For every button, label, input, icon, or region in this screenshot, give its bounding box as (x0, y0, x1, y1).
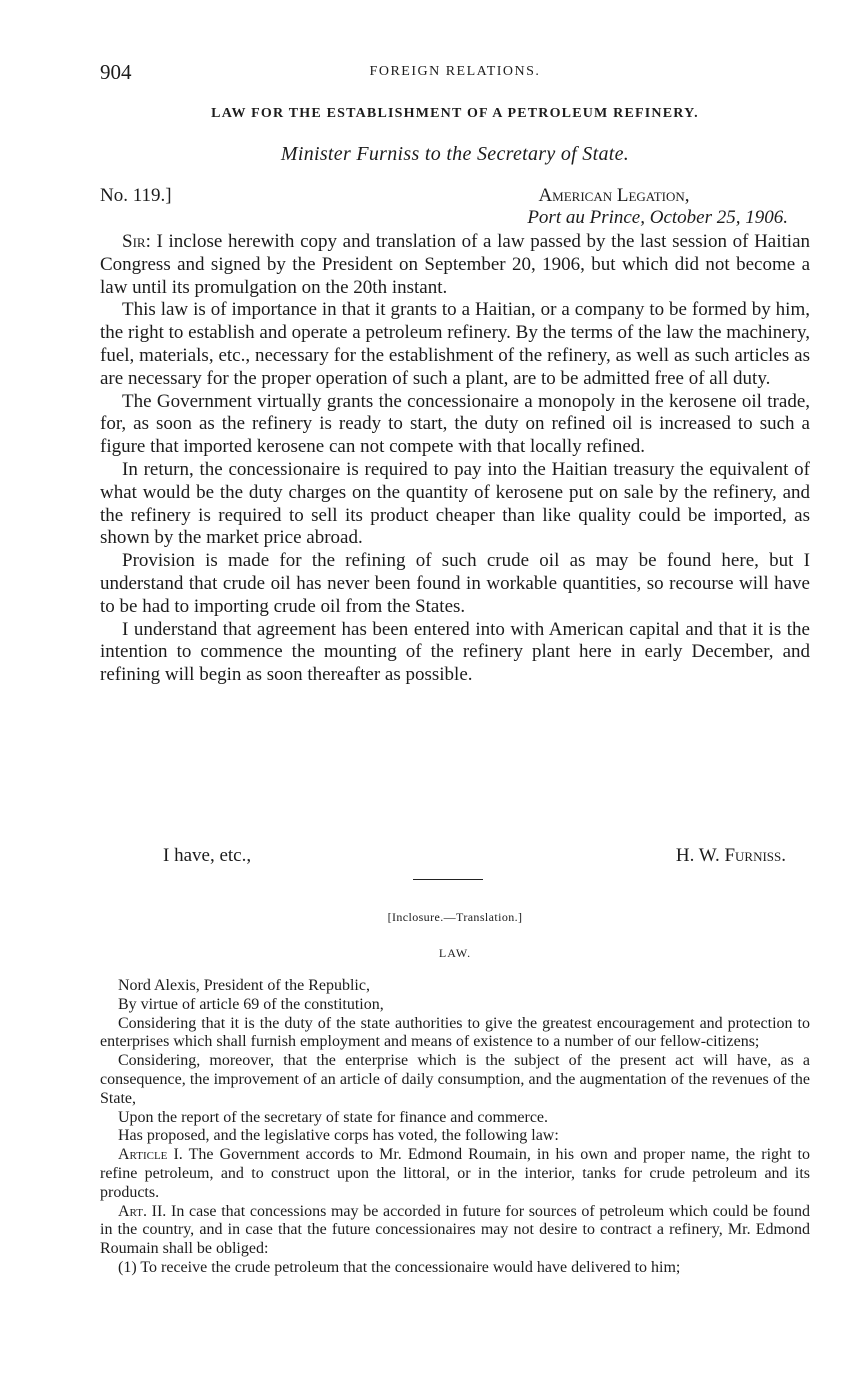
article-text: The Government accords to Mr. Edmond Roumain, in his own and proper name, the right to refine petroleum, and to construct upon the littoral, or in the interior, tanks for crude petroleum and its products. (100, 1146, 810, 1201)
law-paragraph: Has proposed, and the legislative corps has voted, the following law: (118, 1127, 559, 1145)
law-paragraph: By virtue of article 69 of the constitution, (118, 995, 384, 1013)
salutation: Sir: (122, 231, 151, 252)
law-article-2 (100, 1203, 810, 1259)
page-number: 904 (100, 60, 132, 84)
law-article-1 (100, 1146, 810, 1202)
law-paragraph: Nord Alexis, President of the Republic, (118, 977, 370, 994)
place-date: Port au Prince, October 25, 1906. (527, 207, 788, 228)
letter-paragraph (100, 231, 810, 299)
law-paragraph: Considering, moreover, that the enterprise which is the subject of the present act will have, as a consequence, the improvement of an article of daily consumption, and the augmentation of the revenues of the State, (100, 1052, 810, 1107)
law-heading: LAW. (438, 946, 472, 960)
paragraph-text: I inclose herewith copy and translation of a law passed by the last session of Haitian Congress and signed by the President on September 20, 1906, but which did not become a law until its promulgation on the 20th instant. (100, 231, 811, 298)
letter-paragraph: In return, the concessionaire is required to pay into the Haitian treasury the equivalent of what would be the duty charges on the quantity of kerosene put on sale by the refinery, and the refinery is required to sell its product cheaper than like quality could be imported, as shown by the market price abroad. (100, 458, 810, 549)
legation-name: American Legation, (538, 185, 690, 206)
letter-paragraph: Provision is made for the refining of such crude oil as may be found here, but I understand that crude oil has never been found in workable quantities, so recourse will have to be had to importing crude oil from the States. (100, 550, 810, 617)
letter-paragraph: I understand that agreement has been entered into with American capital and that it is the intention to commence the mounting of the refinery plant here in early December, and refining will begin as soon thereafter as possible. (100, 618, 810, 686)
section-divider (413, 879, 483, 880)
law-paragraph: Upon the report of the secretary of state for finance and commerce. (118, 1108, 549, 1126)
letter-paragraph: The Government virtually grants the concessionaire a monopoly in the kerosene oil trade, for, as soon as the refinery is ready to start, the duty on refined oil is increased to such a figure that imported kerosene can not compete with that locally refined. (100, 390, 810, 458)
closing-phrase: I have, etc., (163, 845, 252, 866)
letter-subtitle: Minister Furniss to the Secretary of State. (280, 143, 630, 165)
running-title: FOREIGN RELATIONS. (369, 64, 541, 79)
signer-name: H. W. Furniss. (675, 845, 786, 866)
law-paragraph: Considering that it is the duty of the state authorities to give the greatest encouragement and protection to enterprises which shall furnish employment and means of existence to a number of our fellow-citizens; (100, 1014, 810, 1051)
article-label: Article I. (118, 1146, 183, 1164)
law-body (100, 977, 810, 1278)
law-clause-1: (1) To receive the crude petroleum that the concessionaire would have delivered to him; (118, 1258, 681, 1276)
letter-closing (100, 845, 810, 869)
letter-paragraph: This law is of importance in that it grants to a Haitian, or a company to be formed by him, the right to establish and operate a petroleum refinery. By the terms of the law the machinery, fuel, materials, etc., necessary for the establishment of the refinery, as well as such articles as are necessary for the proper operation of such a plant, are to be admitted free of all duty. (100, 299, 810, 389)
running-header (100, 60, 810, 86)
article-label: Art. II. (118, 1202, 167, 1220)
letter-body (100, 231, 810, 687)
letter-number: No. 119.] (100, 185, 172, 206)
article-text: In case that concessions may be accorded in future for sources of petroleum which could be found in the country, and in case that the future concessionaires may not desire to contract a refinery, Mr. Edmond Roumain shall be obliged: (100, 1202, 811, 1258)
inclosure-label: [Inclosure.—Translation.] (387, 910, 523, 924)
section-title: LAW FOR THE ESTABLISHMENT OF A PETROLEUM REFINERY. (211, 106, 699, 121)
